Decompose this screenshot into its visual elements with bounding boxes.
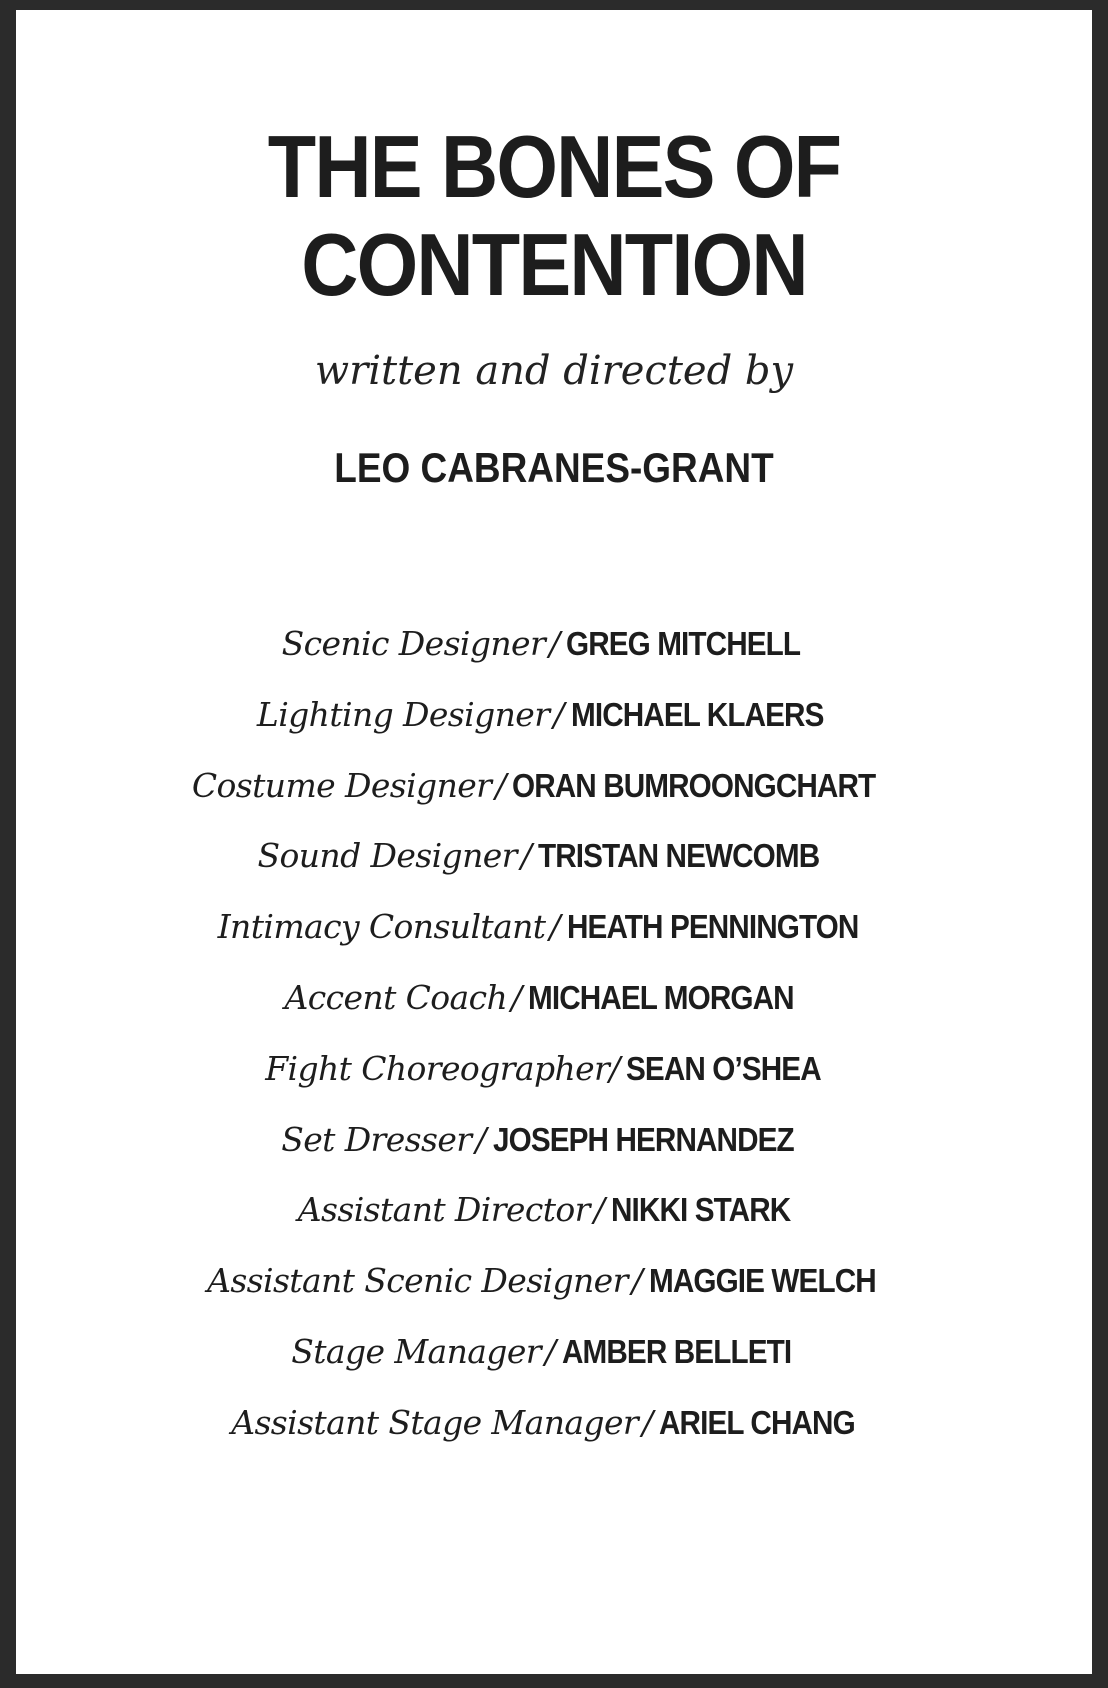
author-name: LEO CABRANES-GRANT [334,444,774,491]
credit-name: NIKKI STARK [610,1191,791,1229]
credit-row [16,1326,1092,1397]
credit-role: Accent Coach [284,977,508,1017]
credit-row [16,689,1092,760]
credit-name: MICHAEL KLAERS [570,695,824,733]
credit-name: MAGGIE WELCH [648,1262,876,1300]
credit-separator: / [520,836,532,876]
credit-row [16,760,1092,831]
credit-row [16,972,1092,1043]
credit-role: Lighting Designer [256,694,550,734]
credit-name: HEATH PENNINGTON [566,908,859,946]
credit-name: ARIEL CHANG [659,1403,856,1441]
credit-role: Scenic Designer [281,624,546,663]
credit-row [16,1114,1092,1185]
credits-list [16,618,1092,1468]
play-title-line-1: THE BONES OF [267,117,841,216]
play-title-line-2: CONTENTION [301,215,807,314]
credit-name: JOSEPH HERNANDEZ [492,1120,794,1158]
credit-name: TRISTAN NEWCOMB [537,837,820,875]
credit-role: Intimacy Consultant [217,907,546,947]
credit-separator: / [495,765,507,805]
credit-separator: / [642,1402,654,1442]
credit-row [16,901,1092,972]
credit-name: AMBER BELLETI [562,1332,792,1370]
credit-row [16,1255,1092,1326]
credit-role: Sound Designer [257,836,517,876]
byline: written and directed by [314,348,794,394]
program-page [16,10,1092,1674]
credit-separator: / [511,977,523,1017]
credit-row [16,618,1092,689]
credit-role: Costume Designer [191,765,492,805]
credit-separator: / [593,1190,605,1230]
credit-separator: / [475,1119,487,1159]
credit-separator: / [544,1331,557,1371]
play-title [70,118,1038,314]
credit-row [16,1184,1092,1255]
credit-role: Fight Choreographer [265,1048,610,1088]
credit-role: Assistant Stage Manager [231,1402,639,1442]
credit-name: ORAN BUMROONGCHART [512,766,876,804]
credit-role: Stage Manager [291,1331,541,1371]
credit-name: GREG MITCHELL [566,625,801,662]
credit-role: Assistant Scenic Designer [207,1261,628,1301]
credit-separator: / [549,624,561,663]
credit-separator: / [609,1048,621,1088]
credit-separator: / [549,907,561,947]
credit-separator: / [631,1261,643,1301]
credit-name: MICHAEL MORGAN [528,978,794,1016]
credit-row [16,1043,1092,1114]
credit-row [16,1397,1092,1468]
credit-role: Set Dresser [281,1119,472,1159]
credit-name: SEAN O’SHEA [626,1049,822,1087]
credit-separator: / [553,694,565,734]
credit-row [16,830,1092,901]
credit-role: Assistant Director [297,1190,590,1230]
